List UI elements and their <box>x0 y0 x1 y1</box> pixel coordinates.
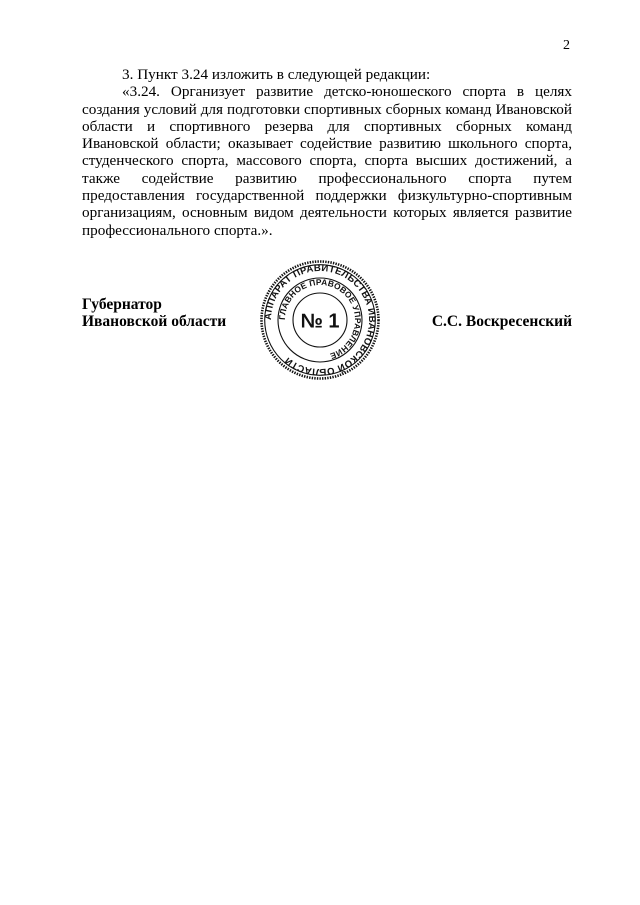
seal-center-text: № 1 <box>300 310 340 333</box>
official-seal <box>260 260 380 380</box>
signer-position-line: Губернатор <box>82 296 162 313</box>
signer-position-line: Ивановской области <box>82 313 227 330</box>
paragraph: «3.24. Организует развитие детско-юношеского спорта в целях создания условий для подготовки спортивных сборных команд Ивановской области и спортивного резерва для спортивных сборных команд Ивановской области; оказывает содействие развитию школьного спорта, студенческого спорта, массового спорта, спорта высших достижений, а также содействие развитию профессионального спорта путем предоставления государственной поддержки физкультурно-спортивным организациям, основным видом деятельности которых является развитие профессионального спорта.». <box>82 83 572 239</box>
signer-name: С.С. Воскресенский <box>431 313 572 330</box>
seal-inner-text: ГЛАВНОЕ ПРАВОВОЕ УПРАВЛЕНИЕ <box>276 276 364 362</box>
document-body <box>82 66 572 239</box>
page-number: 2 <box>563 38 570 53</box>
signer-position <box>82 296 226 330</box>
paragraph: 3. Пункт 3.24 изложить в следующей редакции: <box>122 66 431 83</box>
seal-outer-text: АППАРАТ ПРАВИТЕЛЬСТВА ИВАНОВСКОЙ ОБЛАСТИ <box>262 262 378 378</box>
